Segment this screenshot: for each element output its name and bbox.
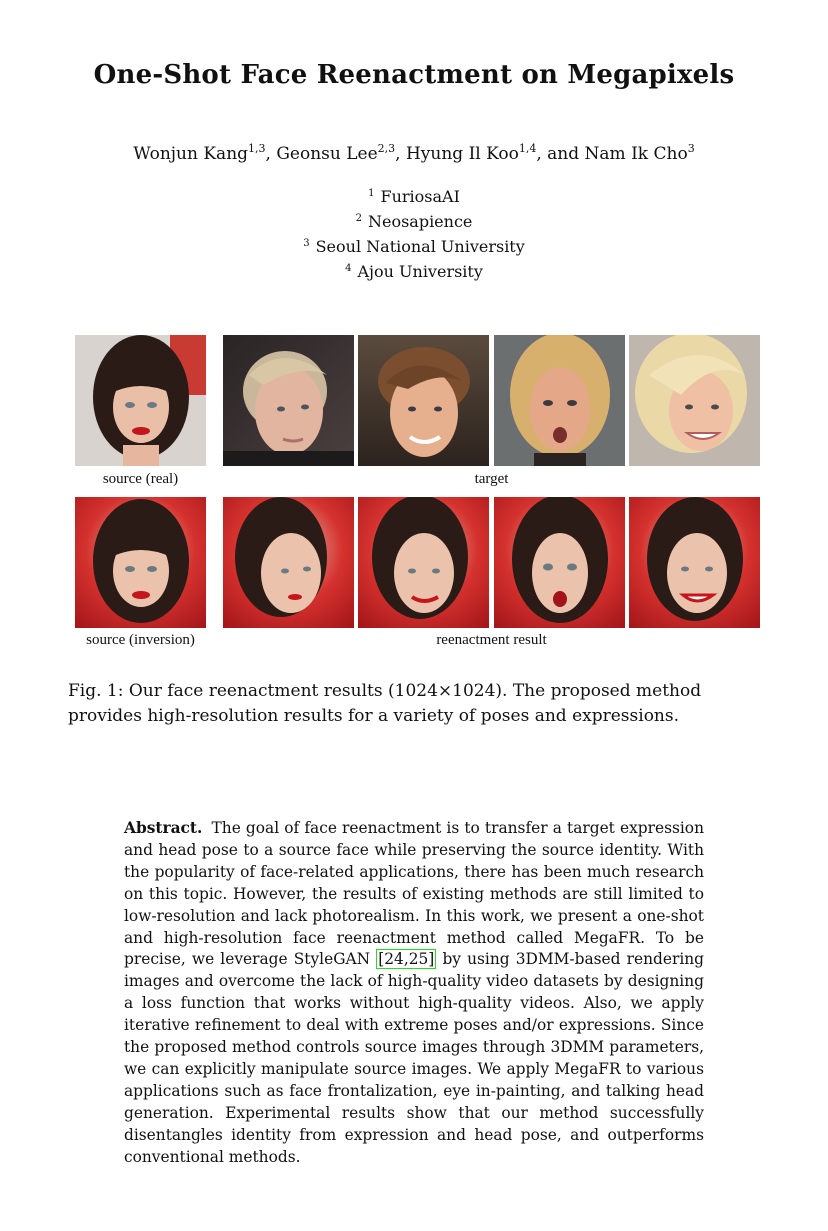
affiliation-sup: 1 bbox=[368, 188, 375, 199]
target-photo-1 bbox=[223, 335, 354, 466]
affiliation bbox=[0, 208, 828, 233]
affiliation-name: Ajou University bbox=[357, 262, 483, 281]
author: Wonjun Kang bbox=[133, 144, 249, 164]
label-target: target bbox=[474, 471, 509, 487]
author-affil-sup: 2,3 bbox=[377, 142, 396, 155]
target-photo-3 bbox=[494, 335, 625, 466]
source-real-photo bbox=[75, 335, 206, 466]
reenact-photo-2 bbox=[358, 497, 489, 628]
author: Nam Ik Cho bbox=[584, 144, 688, 164]
affiliation bbox=[0, 258, 828, 283]
affiliation-sup: 2 bbox=[355, 213, 362, 224]
target-photo-2 bbox=[358, 335, 489, 466]
affiliation-sup: 3 bbox=[303, 238, 310, 249]
abstract-text-continued: by using 3DMM-based rendering images and overcome the lack of high-quality video datasets by designing a loss function that works without high-quality videos. Also, we apply iterative refinement to deal with extreme poses and/or expressions. Since the proposed method controls source images through 3DMM parameters, we can explicitly manipulate source images. We apply MegaFR to various applications such as face frontalization, eye in-painting, and talking head generation. Experimental results show that our method successfully disentangles identity from expression and head pose, and outperforms conventional methods. bbox=[124, 950, 705, 1166]
affiliation-name: Neosapience bbox=[367, 212, 473, 231]
affiliation-name: Seoul National University bbox=[315, 237, 525, 256]
reenact-photo-1 bbox=[223, 497, 354, 628]
author-affil-sup: 1,3 bbox=[248, 142, 266, 155]
author-affil-sup: 3 bbox=[687, 142, 695, 155]
author: Geonsu Lee bbox=[276, 144, 378, 164]
author-separator: , and bbox=[536, 144, 585, 164]
reenact-photo-4 bbox=[629, 497, 760, 628]
abstract-heading: Abstract. bbox=[124, 819, 203, 837]
author-affil-sup: 1,4 bbox=[518, 142, 537, 155]
citation-link[interactable]: [24,25] bbox=[378, 950, 435, 969]
author-separator: , bbox=[395, 144, 406, 164]
affiliation bbox=[0, 233, 828, 258]
affiliation-list bbox=[0, 183, 828, 283]
target-photo-4 bbox=[629, 335, 760, 466]
figure-caption: Fig. 1: Our face reenactment results (1024×1024). The proposed method provides high-resolution results for a variety of poses and expressions. bbox=[68, 681, 702, 726]
author-separator: , bbox=[265, 144, 277, 164]
author-list bbox=[0, 142, 828, 164]
affiliation-name: FuriosaAI bbox=[380, 187, 460, 206]
paper-title: One-Shot Face Reenactment on Megapixels bbox=[93, 60, 735, 90]
label-source-real: source (real) bbox=[102, 471, 179, 487]
abstract-text: The goal of face reenactment is to transfer a target expression and head pose to a source face while preserving the source identity. With the popularity of face-related applications, there has been much research on this topic. However, the results of existing methods are still limited to low-resolution and lack photorealism. In this work, we present a one-shot and high-resolution face reenactment method called MegaFR. To be precise, we leverage StyleGAN bbox=[124, 819, 704, 969]
source-inversion-photo bbox=[75, 497, 206, 628]
label-reenactment-result: reenactment result bbox=[436, 632, 547, 648]
affiliation bbox=[0, 183, 828, 208]
author: Hyung Il Koo bbox=[405, 144, 519, 164]
reenact-photo-3 bbox=[494, 497, 625, 628]
label-source-inversion: source (inversion) bbox=[86, 632, 195, 648]
abstract bbox=[124, 818, 704, 1169]
affiliation-sup: 4 bbox=[345, 263, 352, 274]
